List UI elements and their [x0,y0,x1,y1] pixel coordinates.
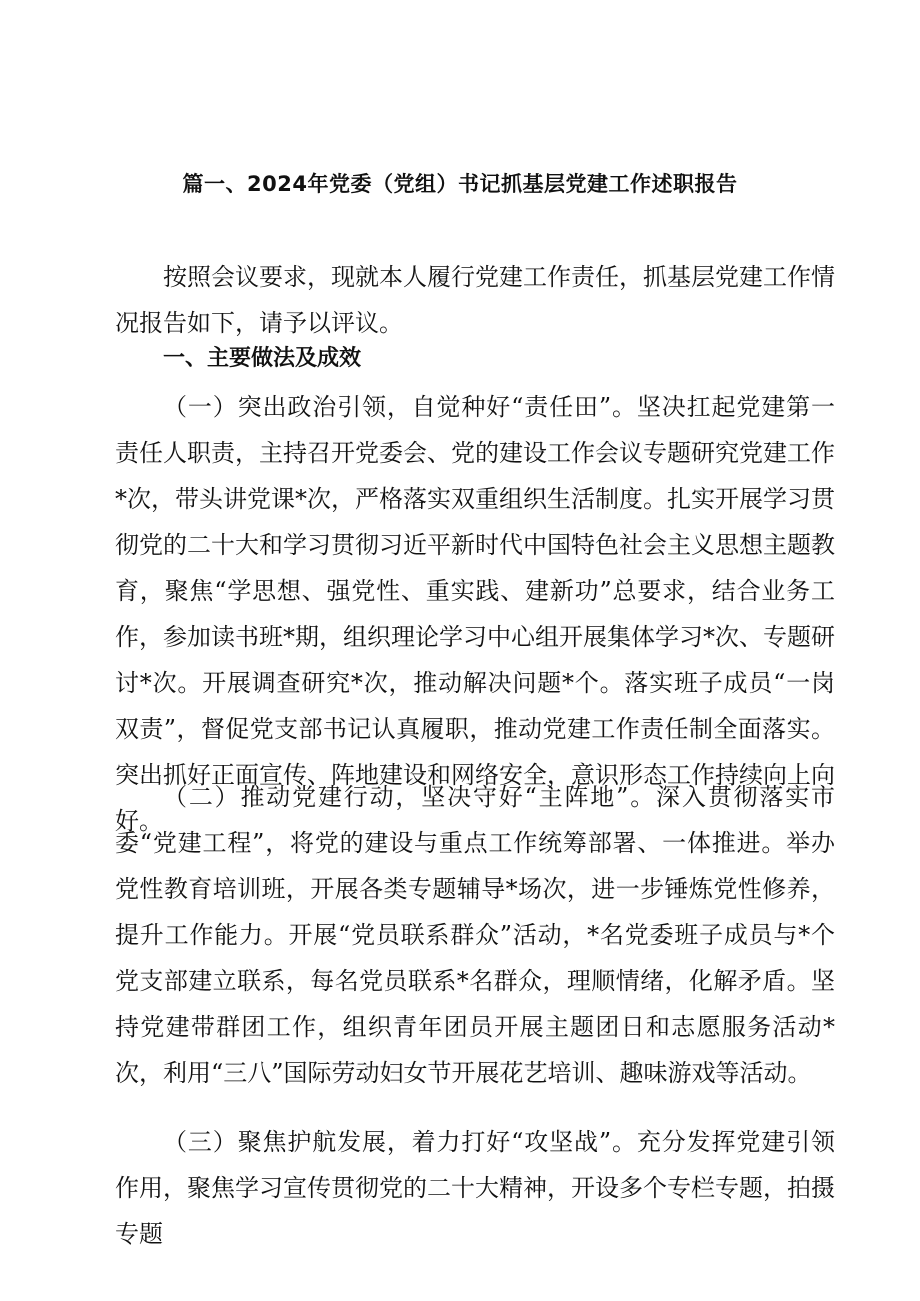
paragraph-one: （一）突出政治引领，自觉种好“责任田”。坚决扛起党建第一责任人职责，主持召开党委会、党的建设工作会议专题研究党建工作*次，带头讲党课*次，严格落实双重组织生活制度。扎实开展学习贯彻党的二十大和学习贯彻习近平新时代中国特色社会主义思想主题教育，聚焦“学思想、强党性、重实践、建新功”总要求，结合业务工作，参加读书班*期，组织理论学习中心组开展集体学习*次、专题研讨*次。开展调查研究*次，推动解决问题*个。落实班子成员“一岗双责”，督促党支部书记认真履职，推动党建工作责任制全面落实。突出抓好正面宣传、阵地建设和网络安全，意识形态工作持续向上向好。 [115,393,835,835]
paragraph-three: （三）聚焦护航发展，着力打好“攻坚战”。充分发挥党建引领作用，聚焦学习宣传贯彻党的二十大精神，开设多个专栏专题，拍摄专题 [115,1128,835,1248]
intro-paragraph: 按照会议要求，现就本人履行党建工作责任，抓基层党建工作情况报告如下，请予以评议。 [115,263,835,337]
paragraph-two: （二）推动党建行动，坚决守好“主阵地”。深入贯彻落实市委“党建工程”，将党的建设与重点工作统筹部署、一体推进。举办党性教育培训班，开展各类专题辅导*场次，进一步锤炼党性修养，提升工作能力。开展“党员联系群众”活动，*名党委班子成员与*个党支部建立联系，每名党员联系*名群众，理顺情绪，化解矛盾。坚持党建带群团工作，组织青年团员开展主题团日和志愿服务活动*次，利用“三八”国际劳动妇女节开展花艺培训、趣味游戏等活动。 [115,783,835,1087]
section-heading: 一、主要做法及成效 [163,346,362,371]
document-title: 篇一、2024年党委（党组）书记抓基层党建工作述职报告 [182,172,738,196]
